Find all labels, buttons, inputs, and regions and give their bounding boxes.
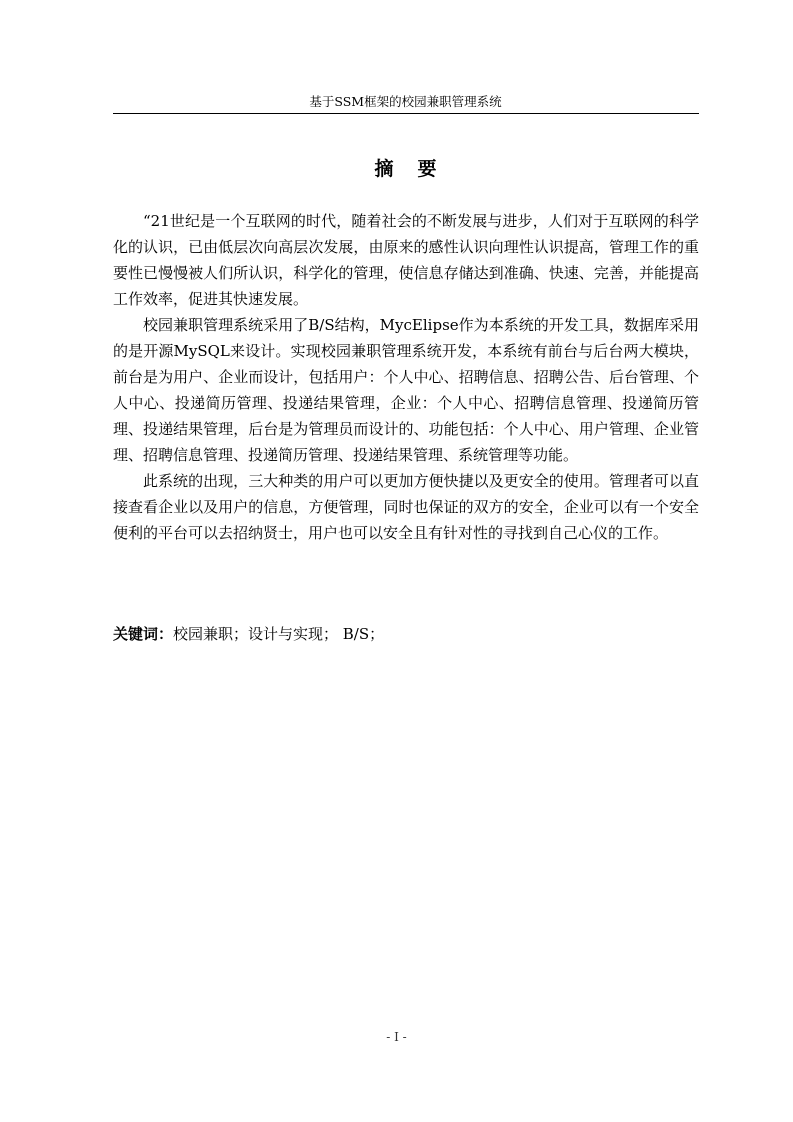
- keywords-line: [113, 622, 699, 646]
- running-header-title: 基于SSM框架的校园兼职管理系统: [309, 94, 502, 109]
- abstract-paragraph-3: 此系统的出现，三大种类的用户可以更加方便快捷以及更安全的使用。管理者可以直接查看企业以及用户的信息，方便管理，同时也保证的双方的安全，企业可以有一个安全便利的平台可以去招纳贤士，用户也可以安全且有针对性的寻找到自己心仪的工作。: [113, 472, 699, 542]
- keywords-text: 校园兼职；设计与实现； B/S；: [173, 625, 385, 643]
- header-divider: [113, 113, 699, 114]
- abstract-body: [113, 208, 699, 546]
- abstract-paragraph-2: 校园兼职管理系统采用了B/S结构，MycElipse作为本系统的开发工具，数据库采用的是开源MySQL来设计。实现校园兼职管理系统开发，本系统有前台与后台两大模块，前台是为用户、企业而设计，包括用户：个人中心、招聘信息、招聘公告、后台管理、个人中心、投递简历管理、投递结果管理，企业：个人中心、招聘信息管理、投递简历管理、投递结果管理，后台是为管理员而设计的、功能包括：个人中心、用户管理、企业管理、招聘信息管理、投递简历管理、投递结果管理、系统管理等功能。: [113, 316, 699, 464]
- page-number: - I -: [386, 1030, 407, 1044]
- keywords-label: 关键词：: [113, 625, 174, 643]
- abstract-heading: 摘要: [374, 158, 461, 180]
- abstract-paragraph-1: “21世纪是一个互联网的时代，随着社会的不断发展与进步，人们对于互联网的科学化的认识，已由低层次向高层次发展，由原来的感性认识向理性认识提高，管理工作的重要性已慢慢被人们所认识，科学化的管理，使信息存储达到准确、快速、完善，并能提高工作效率，促进其快速发展。: [113, 212, 699, 308]
